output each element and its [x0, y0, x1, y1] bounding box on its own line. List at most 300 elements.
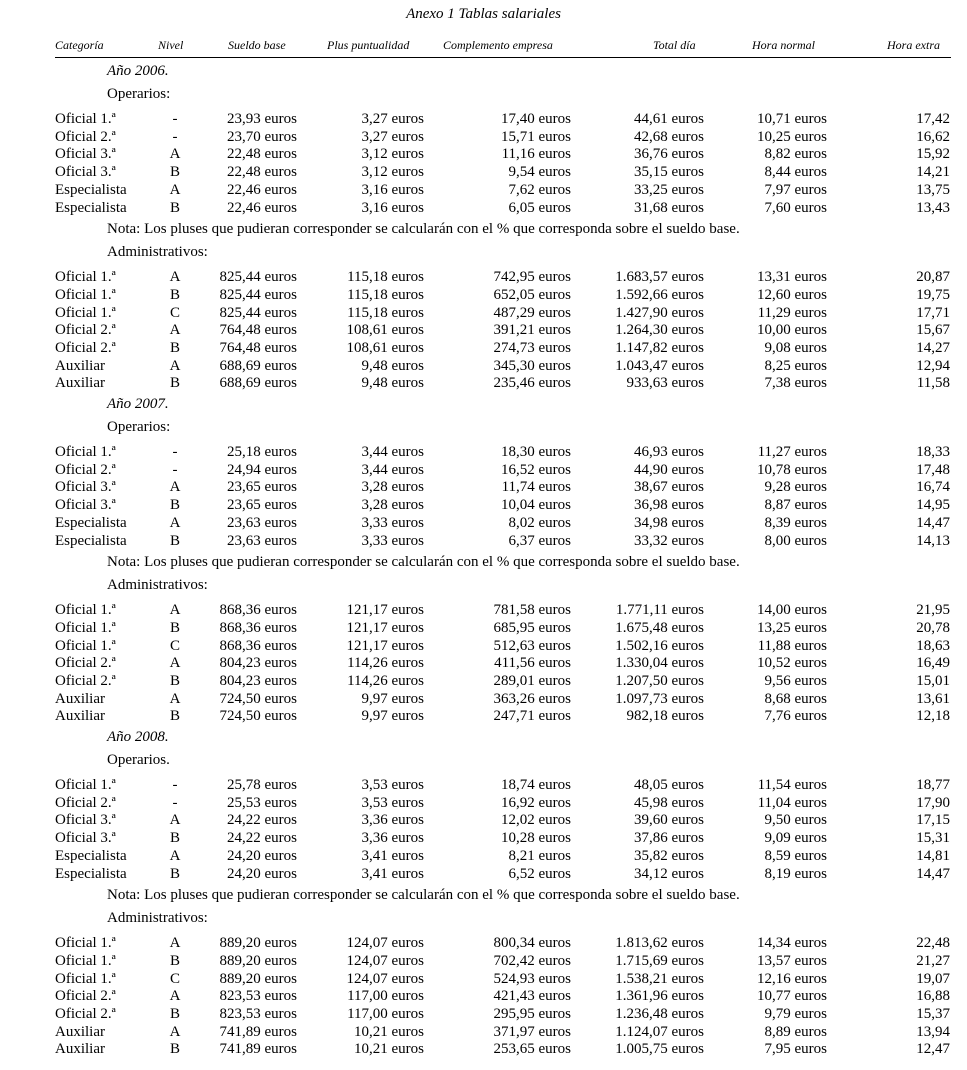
cell-total-dia: 48,05 euros — [634, 777, 704, 793]
table-row — [0, 690, 967, 708]
cell-total-dia: 44,61 euros — [634, 111, 704, 127]
cell-nivel: B — [169, 708, 180, 725]
cell-sueldo-base: 823,53 euros — [219, 1006, 297, 1022]
table-row — [0, 847, 967, 865]
cell-categoria: Auxiliar — [55, 357, 105, 374]
cell-total-dia: 42,68 euros — [634, 128, 704, 145]
group-heading: Administrativos: — [107, 910, 208, 927]
cell-categoria: Oficial 2.ª — [55, 794, 116, 811]
cell-complemento-empresa: 6,05 euros — [508, 199, 571, 216]
cell-plus-puntualidad: 3,16 euros — [361, 199, 424, 216]
cell-total-dia: 1.147,82 euros — [615, 340, 704, 356]
cell-complemento-empresa: 11,16 euros — [501, 146, 571, 163]
cell-complemento-empresa: 800,34 euros — [493, 935, 571, 952]
cell-nivel: - — [172, 777, 178, 793]
cell-hora-extra: 12,94 — [916, 357, 950, 374]
cell-categoria: Oficial 2.ª — [55, 322, 116, 339]
cell-hora-extra: 13,94 — [916, 1023, 950, 1040]
cell-complemento-empresa: 10,28 euros — [501, 830, 571, 847]
cell-hora-normal: 7,60 euros — [764, 199, 827, 216]
cell-categoria: Oficial 1.ª — [55, 286, 116, 303]
cell-sueldo-base: 889,20 euros — [219, 935, 297, 952]
cell-plus-puntualidad: 3,41 euros — [361, 847, 424, 864]
cell-total-dia: 1.043,47 euros — [615, 357, 704, 374]
cell-complemento-empresa: 781,58 euros — [493, 602, 571, 619]
cell-categoria: Oficial 3.ª — [55, 164, 116, 181]
cell-hora-normal: 12,16 euros — [757, 970, 827, 987]
cell-sueldo-base: 889,20 euros — [219, 952, 297, 969]
cell-categoria: Auxiliar — [55, 375, 105, 392]
cell-categoria: Oficial 1.ª — [55, 269, 116, 286]
cell-plus-puntualidad: 3,44 euros — [361, 444, 424, 460]
cell-sueldo-base: 889,20 euros — [219, 970, 297, 987]
table-row — [0, 532, 967, 550]
cell-sueldo-base: 825,44 euros — [219, 269, 297, 286]
cell-sueldo-base: 24,22 euros — [227, 812, 297, 829]
cell-plus-puntualidad: 124,07 euros — [346, 952, 424, 969]
cell-total-dia: 37,86 euros — [634, 830, 704, 847]
cell-categoria: Auxiliar — [55, 708, 105, 725]
cell-nivel: C — [169, 637, 180, 654]
cell-plus-puntualidad: 117,00 euros — [347, 988, 424, 1005]
cell-total-dia: 45,98 euros — [634, 794, 704, 811]
header-total-dia: Total día — [653, 38, 696, 52]
cell-total-dia: 1.124,07 euros — [615, 1023, 704, 1040]
cell-categoria: Oficial 3.ª — [55, 497, 116, 514]
cell-categoria: Oficial 1.ª — [55, 304, 116, 321]
cell-sueldo-base: 22,46 euros — [227, 199, 297, 216]
cell-total-dia: 34,98 euros — [634, 514, 704, 531]
cell-sueldo-base: 764,48 euros — [219, 340, 297, 356]
cell-plus-puntualidad: 114,26 euros — [347, 655, 424, 672]
cell-sueldo-base: 23,63 euros — [227, 532, 297, 549]
cell-nivel: - — [172, 444, 178, 460]
cell-hora-extra: 18,63 — [916, 637, 950, 654]
cell-complemento-empresa: 345,30 euros — [493, 357, 571, 374]
cell-sueldo-base: 23,93 euros — [227, 111, 297, 127]
cell-nivel: A — [169, 602, 181, 619]
note-text: Nota: Los pluses que pudieran corresponder se calcularán con el % que corresponda sobre el sueldo base. — [107, 554, 740, 571]
cell-complemento-empresa: 411,56 euros — [494, 655, 571, 672]
header-sueldo-base: Sueldo base — [228, 38, 286, 52]
table-row — [0, 496, 967, 514]
cell-hora-normal: 11,88 euros — [757, 637, 827, 654]
cell-nivel: B — [169, 199, 180, 216]
header-plus-puntualidad: Plus puntualidad — [327, 38, 410, 52]
cell-hora-normal: 10,25 euros — [757, 128, 827, 145]
cell-complemento-empresa: 247,71 euros — [493, 708, 571, 725]
cell-categoria: Oficial 2.ª — [55, 1006, 116, 1022]
group-heading: Administrativos: — [107, 577, 208, 594]
cell-nivel: A — [169, 690, 181, 707]
cell-plus-puntualidad: 3,41 euros — [361, 865, 424, 882]
cell-hora-extra: 16,49 — [916, 655, 950, 672]
cell-sueldo-base: 24,94 euros — [227, 461, 297, 478]
cell-complemento-empresa: 289,01 euros — [493, 673, 571, 689]
cell-nivel: B — [169, 164, 180, 181]
cell-hora-extra: 15,67 — [916, 322, 950, 339]
cell-complemento-empresa: 524,93 euros — [493, 970, 571, 987]
cell-sueldo-base: 823,53 euros — [219, 988, 297, 1005]
header-hora-extra: Hora extra — [887, 38, 940, 52]
cell-total-dia: 34,12 euros — [634, 865, 704, 882]
cell-complemento-empresa: 16,52 euros — [501, 461, 571, 478]
cell-plus-puntualidad: 3,36 euros — [361, 830, 424, 847]
cell-hora-normal: 11,27 euros — [757, 444, 827, 460]
cell-nivel: A — [169, 357, 181, 374]
cell-total-dia: 38,67 euros — [634, 479, 704, 496]
table-row — [0, 934, 967, 952]
header-hora-normal: Hora normal — [752, 38, 816, 52]
cell-nivel: C — [169, 970, 180, 987]
cell-complemento-empresa: 371,97 euros — [493, 1023, 571, 1040]
table-row — [0, 443, 967, 461]
cell-complemento-empresa: 685,95 euros — [493, 619, 571, 636]
note-text: Nota: Los pluses que pudieran corresponder se calcularán con el % que corresponda sobre el sueldo base. — [107, 221, 740, 238]
cell-total-dia: 1.502,16 euros — [615, 637, 704, 654]
cell-hora-extra: 14,27 — [916, 340, 950, 356]
cell-complemento-empresa: 295,95 euros — [493, 1006, 571, 1022]
table-row — [0, 145, 967, 163]
cell-nivel: B — [169, 375, 180, 392]
cell-complemento-empresa: 652,05 euros — [493, 286, 571, 303]
cell-hora-extra: 14,95 — [916, 497, 950, 514]
cell-total-dia: 1.771,11 euros — [615, 602, 704, 619]
group-heading: Operarios. — [107, 752, 170, 768]
cell-total-dia: 31,68 euros — [634, 199, 704, 216]
table-row — [0, 619, 967, 637]
cell-nivel: A — [169, 1023, 181, 1040]
table-row — [0, 637, 967, 655]
cell-plus-puntualidad: 108,61 euros — [346, 322, 424, 339]
cell-total-dia: 1.207,50 euros — [615, 673, 704, 689]
cell-sueldo-base: 741,89 euros — [219, 1041, 297, 1058]
cell-sueldo-base: 23,63 euros — [227, 514, 297, 531]
table-row — [0, 1005, 967, 1023]
table-row — [0, 952, 967, 970]
cell-total-dia: 1.005,75 euros — [615, 1041, 704, 1058]
cell-hora-extra: 20,87 — [916, 269, 950, 286]
cell-nivel: B — [169, 1041, 180, 1058]
cell-hora-extra: 19,75 — [916, 286, 950, 303]
cell-hora-normal: 12,60 euros — [757, 286, 827, 303]
cell-nivel: B — [169, 340, 180, 356]
table-row — [0, 163, 967, 181]
cell-plus-puntualidad: 121,17 euros — [346, 619, 424, 636]
table-row — [0, 181, 967, 199]
cell-sueldo-base: 868,36 euros — [219, 602, 297, 619]
cell-hora-normal: 8,68 euros — [764, 690, 827, 707]
cell-categoria: Oficial 1.ª — [55, 777, 116, 793]
cell-sueldo-base: 825,44 euros — [219, 286, 297, 303]
cell-hora-extra: 12,18 — [916, 708, 950, 725]
cell-complemento-empresa: 10,04 euros — [501, 497, 571, 514]
cell-nivel: B — [169, 532, 180, 549]
cell-plus-puntualidad: 9,48 euros — [361, 357, 424, 374]
cell-complemento-empresa: 11,74 euros — [501, 479, 571, 496]
year-heading: Año 2007. — [107, 396, 169, 412]
cell-hora-extra: 15,31 — [916, 830, 950, 847]
cell-hora-extra: 17,90 — [916, 794, 950, 811]
cell-categoria: Oficial 3.ª — [55, 479, 116, 496]
cell-hora-extra: 22,48 — [916, 935, 950, 952]
group-heading: Administrativos: — [107, 244, 208, 261]
cell-hora-normal: 14,34 euros — [757, 935, 827, 952]
cell-categoria: Especialista — [55, 865, 127, 882]
cell-hora-normal: 7,38 euros — [764, 375, 827, 392]
cell-categoria: Oficial 1.ª — [55, 444, 116, 460]
cell-plus-puntualidad: 9,48 euros — [361, 375, 424, 392]
cell-complemento-empresa: 18,74 euros — [501, 777, 571, 793]
cell-plus-puntualidad: 3,12 euros — [361, 164, 424, 181]
cell-plus-puntualidad: 9,97 euros — [361, 690, 424, 707]
cell-complemento-empresa: 16,92 euros — [501, 794, 571, 811]
cell-categoria: Oficial 1.ª — [55, 602, 116, 619]
table-row — [0, 829, 967, 847]
cell-plus-puntualidad: 3,28 euros — [361, 497, 424, 514]
cell-plus-puntualidad: 3,27 euros — [361, 111, 424, 127]
cell-sueldo-base: 25,78 euros — [227, 777, 297, 793]
cell-nivel: B — [169, 830, 180, 847]
table-row — [0, 461, 967, 479]
page-title: Anexo 1 Tablas salariales — [406, 6, 561, 22]
cell-nivel: B — [169, 952, 180, 969]
cell-total-dia: 1.675,48 euros — [615, 619, 704, 636]
cell-hora-normal: 7,95 euros — [764, 1041, 827, 1058]
cell-hora-normal: 8,00 euros — [764, 532, 827, 549]
table-row — [0, 654, 967, 672]
cell-sueldo-base: 724,50 euros — [219, 708, 297, 725]
cell-categoria: Oficial 1.ª — [55, 619, 116, 636]
cell-hora-normal: 8,59 euros — [764, 847, 827, 864]
cell-hora-extra: 15,37 — [916, 1006, 950, 1022]
cell-categoria: Oficial 1.ª — [55, 952, 116, 969]
cell-hora-extra: 15,92 — [916, 146, 950, 163]
cell-sueldo-base: 23,65 euros — [227, 479, 297, 496]
cell-hora-normal: 11,54 euros — [757, 777, 827, 793]
cell-nivel: C — [169, 304, 180, 321]
cell-categoria: Oficial 2.ª — [55, 655, 116, 672]
table-row — [0, 199, 967, 217]
cell-complemento-empresa: 8,02 euros — [508, 514, 571, 531]
cell-categoria: Especialista — [55, 514, 127, 531]
table-row — [0, 357, 967, 375]
cell-plus-puntualidad: 3,16 euros — [361, 181, 424, 198]
cell-hora-normal: 8,87 euros — [764, 497, 827, 514]
cell-plus-puntualidad: 3,12 euros — [361, 146, 424, 163]
note-text: Nota: Los pluses que pudieran corresponder se calcularán con el % que corresponda sobre el sueldo base. — [107, 887, 740, 904]
cell-sueldo-base: 688,69 euros — [219, 357, 297, 374]
cell-hora-extra: 19,07 — [916, 970, 950, 987]
cell-nivel: A — [169, 935, 181, 952]
cell-plus-puntualidad: 3,33 euros — [361, 514, 424, 531]
header-complemento-empresa: Complemento empresa — [443, 38, 553, 52]
table-row — [0, 601, 967, 619]
cell-hora-extra: 17,42 — [916, 111, 950, 127]
cell-plus-puntualidad: 3,36 euros — [361, 812, 424, 829]
cell-total-dia: 1.264,30 euros — [615, 322, 704, 339]
cell-categoria: Auxiliar — [55, 1041, 105, 1058]
cell-complemento-empresa: 235,46 euros — [493, 375, 571, 392]
cell-complemento-empresa: 6,37 euros — [508, 532, 571, 549]
cell-nivel: B — [169, 497, 180, 514]
cell-hora-normal: 9,79 euros — [764, 1006, 827, 1022]
table-row — [0, 478, 967, 496]
cell-hora-normal: 7,97 euros — [764, 181, 827, 198]
cell-nivel: A — [169, 181, 181, 198]
table-row — [0, 865, 967, 883]
cell-categoria: Oficial 1.ª — [55, 970, 116, 987]
cell-hora-normal: 10,78 euros — [757, 461, 827, 478]
cell-plus-puntualidad: 3,53 euros — [361, 794, 424, 811]
cell-plus-puntualidad: 124,07 euros — [346, 935, 424, 952]
cell-categoria: Especialista — [55, 181, 127, 198]
cell-nivel: - — [172, 111, 178, 127]
cell-hora-extra: 11,58 — [916, 375, 950, 392]
cell-hora-extra: 17,71 — [916, 304, 950, 321]
cell-hora-normal: 13,25 euros — [757, 619, 827, 636]
cell-categoria: Oficial 2.ª — [55, 461, 116, 478]
table-row — [0, 286, 967, 304]
cell-total-dia: 1.683,57 euros — [615, 269, 704, 286]
cell-hora-extra: 15,01 — [916, 673, 950, 689]
cell-hora-extra: 14,21 — [916, 164, 950, 181]
cell-nivel: B — [169, 865, 180, 882]
cell-complemento-empresa: 742,95 euros — [493, 269, 571, 286]
cell-sueldo-base: 688,69 euros — [219, 375, 297, 392]
cell-plus-puntualidad: 115,18 euros — [347, 286, 424, 303]
cell-hora-extra: 13,61 — [916, 690, 950, 707]
cell-sueldo-base: 24,20 euros — [227, 865, 297, 882]
cell-complemento-empresa: 8,21 euros — [508, 847, 571, 864]
cell-total-dia: 33,32 euros — [634, 532, 704, 549]
cell-sueldo-base: 724,50 euros — [219, 690, 297, 707]
cell-nivel: B — [169, 619, 180, 636]
cell-complemento-empresa: 702,42 euros — [493, 952, 571, 969]
cell-nivel: B — [169, 286, 180, 303]
table-row — [0, 110, 967, 128]
cell-hora-normal: 13,31 euros — [757, 269, 827, 286]
cell-hora-normal: 9,50 euros — [764, 812, 827, 829]
cell-hora-extra: 21,95 — [916, 602, 950, 619]
cell-hora-normal: 13,57 euros — [757, 952, 827, 969]
cell-hora-normal: 10,71 euros — [757, 111, 827, 127]
cell-nivel: A — [169, 269, 181, 286]
cell-sueldo-base: 868,36 euros — [219, 619, 297, 636]
cell-plus-puntualidad: 121,17 euros — [346, 602, 424, 619]
group-heading: Operarios: — [107, 419, 171, 435]
cell-nivel: B — [169, 1006, 180, 1022]
cell-total-dia: 982,18 euros — [626, 708, 704, 725]
cell-categoria: Auxiliar — [55, 690, 105, 707]
cell-sueldo-base: 25,18 euros — [227, 444, 297, 460]
cell-plus-puntualidad: 121,17 euros — [346, 637, 424, 654]
cell-hora-extra: 14,13 — [916, 532, 950, 549]
table-row — [0, 707, 967, 725]
cell-hora-normal: 11,29 euros — [757, 304, 827, 321]
cell-categoria: Oficial 2.ª — [55, 340, 116, 356]
cell-plus-puntualidad: 3,28 euros — [361, 479, 424, 496]
cell-hora-normal: 8,89 euros — [764, 1023, 827, 1040]
table-row — [0, 1023, 967, 1041]
cell-plus-puntualidad: 115,18 euros — [347, 304, 424, 321]
cell-complemento-empresa: 7,62 euros — [508, 181, 571, 198]
cell-sueldo-base: 22,46 euros — [227, 181, 297, 198]
cell-plus-puntualidad: 3,44 euros — [361, 461, 424, 478]
cell-hora-normal: 10,77 euros — [757, 988, 827, 1005]
cell-hora-normal: 9,56 euros — [764, 673, 827, 689]
cell-sueldo-base: 25,53 euros — [227, 794, 297, 811]
cell-hora-extra: 16,74 — [916, 479, 950, 496]
cell-sueldo-base: 24,22 euros — [227, 830, 297, 847]
table-row — [0, 811, 967, 829]
cell-nivel: B — [169, 673, 180, 689]
cell-hora-normal: 9,09 euros — [764, 830, 827, 847]
cell-categoria: Especialista — [55, 532, 127, 549]
cell-hora-extra: 14,47 — [916, 514, 950, 531]
table-row — [0, 987, 967, 1005]
cell-complemento-empresa: 391,21 euros — [493, 322, 571, 339]
cell-hora-normal: 8,44 euros — [764, 164, 827, 181]
cell-plus-puntualidad: 10,21 euros — [354, 1023, 424, 1040]
table-row — [0, 514, 967, 532]
cell-hora-extra: 13,75 — [916, 181, 950, 198]
cell-hora-normal: 10,00 euros — [757, 322, 827, 339]
cell-hora-normal: 8,19 euros — [764, 865, 827, 882]
header-categoria: Categoría — [55, 38, 104, 52]
cell-sueldo-base: 764,48 euros — [219, 322, 297, 339]
table-row — [0, 672, 967, 690]
table-row — [0, 321, 967, 339]
cell-plus-puntualidad: 3,53 euros — [361, 777, 424, 793]
cell-hora-extra: 20,78 — [916, 619, 950, 636]
cell-nivel: - — [172, 128, 178, 145]
cell-nivel: A — [169, 847, 181, 864]
cell-complemento-empresa: 253,65 euros — [493, 1041, 571, 1058]
cell-total-dia: 39,60 euros — [634, 812, 704, 829]
cell-plus-puntualidad: 114,26 euros — [347, 673, 424, 689]
cell-categoria: Oficial 1.ª — [55, 111, 116, 127]
cell-plus-puntualidad: 115,18 euros — [347, 269, 424, 286]
table-row — [0, 374, 967, 392]
table-row — [0, 268, 967, 286]
cell-hora-extra: 18,33 — [916, 444, 950, 460]
table-row — [0, 794, 967, 812]
cell-hora-normal: 10,52 euros — [757, 655, 827, 672]
cell-hora-extra: 16,88 — [916, 988, 950, 1005]
cell-nivel: A — [169, 479, 181, 496]
cell-hora-normal: 8,82 euros — [764, 146, 827, 163]
cell-complemento-empresa: 487,29 euros — [493, 304, 571, 321]
cell-complemento-empresa: 18,30 euros — [501, 444, 571, 460]
table-row — [0, 339, 967, 357]
cell-categoria: Oficial 1.ª — [55, 637, 116, 654]
cell-complemento-empresa: 12,02 euros — [501, 812, 571, 829]
cell-sueldo-base: 741,89 euros — [219, 1023, 297, 1040]
cell-sueldo-base: 825,44 euros — [219, 304, 297, 321]
year-heading: Año 2006. — [107, 63, 169, 79]
cell-sueldo-base: 868,36 euros — [219, 637, 297, 654]
cell-sueldo-base: 22,48 euros — [227, 146, 297, 163]
cell-total-dia: 46,93 euros — [634, 444, 704, 460]
cell-hora-extra: 14,47 — [916, 865, 950, 882]
cell-categoria: Especialista — [55, 199, 127, 216]
cell-nivel: - — [172, 794, 178, 811]
cell-hora-extra: 17,15 — [916, 812, 950, 829]
cell-categoria: Oficial 2.ª — [55, 673, 116, 689]
cell-complemento-empresa: 15,71 euros — [501, 128, 571, 145]
cell-plus-puntualidad: 9,97 euros — [361, 708, 424, 725]
